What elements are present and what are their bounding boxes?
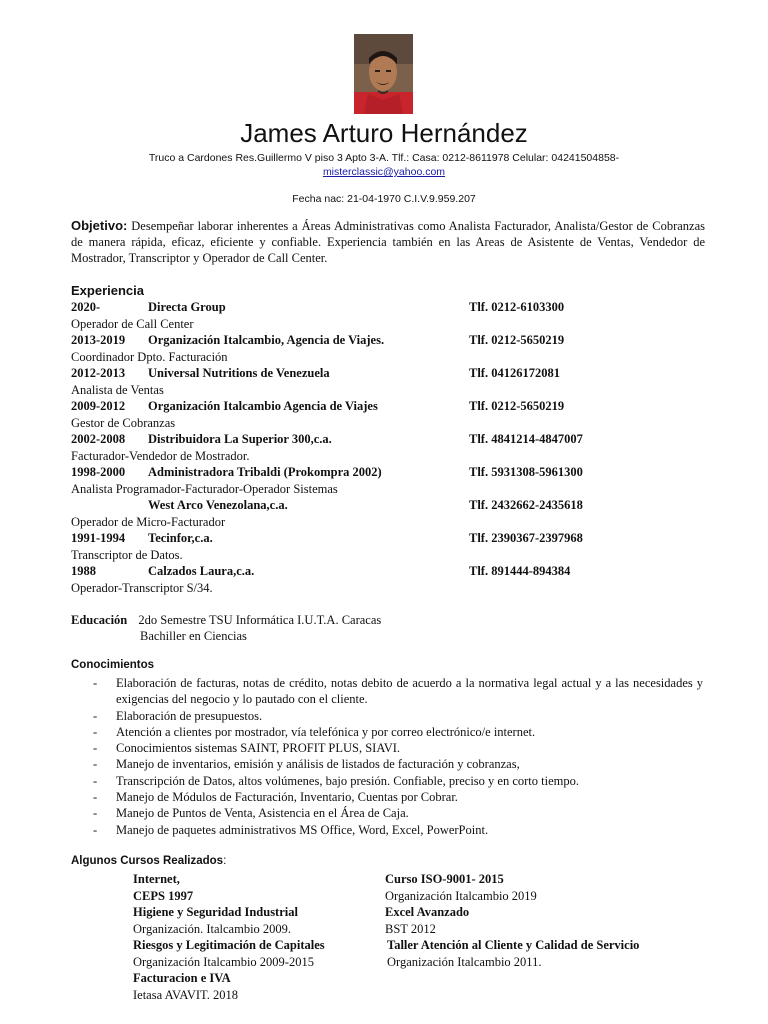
profile-photo	[354, 34, 413, 114]
experience-role: Operador de Call Center	[71, 316, 194, 331]
experience-years: 2009-2012	[71, 399, 126, 413]
experience-years: 2013-2019	[71, 333, 126, 347]
knowledge-item	[71, 740, 703, 756]
bullet-dash: -	[93, 676, 98, 690]
experience-phone: Tlf. 4841214-4847007	[469, 432, 583, 446]
experience-role-row	[71, 581, 711, 598]
knowledge-list	[71, 675, 703, 838]
course-org: BST 2012	[385, 921, 436, 936]
experience-title: Experiencia	[71, 283, 144, 298]
birth-date-id-line: Fecha nac: 21-04-1970 C.I.V.9.959.207	[292, 193, 476, 205]
experience-years: 1988	[71, 564, 96, 578]
experience-phone: Tlf. 04126172081	[469, 366, 560, 380]
experience-role-row	[71, 515, 711, 532]
experience-phone: Tlf. 2432662-2435618	[469, 498, 583, 512]
course-entry	[133, 888, 193, 905]
experience-entry	[71, 531, 711, 548]
knowledge-item	[71, 756, 703, 772]
knowledge-text: Manejo de Puntos de Venta, Asistencia en el Área de Caja.	[116, 806, 409, 821]
course-entry	[133, 970, 231, 987]
experience-role: Transcriptor de Datos.	[71, 547, 183, 562]
knowledge-text: Elaboración de presupuestos.	[116, 708, 263, 723]
experience-years: 1998-2000	[71, 465, 126, 479]
experience-role-row	[71, 548, 711, 565]
course-name: Taller Atención al Cliente y Calidad de Servicio	[387, 938, 640, 952]
course-org: Organización Italcambio 2011.	[387, 954, 542, 969]
experience-entry	[71, 366, 711, 383]
experience-company: Organización Italcambio, Agencia de Viajes.	[148, 333, 385, 347]
bullet-dash: -	[93, 806, 98, 821]
email-link[interactable]: misterclassic@yahoo.com	[322, 166, 446, 178]
bullet-dash: -	[93, 773, 98, 788]
experience-entry	[71, 333, 711, 350]
experience-phone: Tlf. 0212-6103300	[469, 300, 565, 314]
experience-role: Operador de Micro-Facturador	[71, 514, 226, 529]
course-entry	[133, 871, 180, 888]
experience-role: Gestor de Cobranzas	[71, 415, 176, 430]
bullet-dash: -	[93, 822, 98, 837]
knowledge-item	[71, 789, 703, 805]
course-entry	[133, 904, 298, 921]
course-entry	[385, 904, 469, 921]
experience-entry	[71, 498, 711, 515]
experience-role: Analista de Ventas	[71, 382, 164, 397]
bullet-dash: -	[93, 790, 98, 805]
experience-phone: Tlf. 2390367-2397968	[469, 531, 583, 545]
objective-text: Desempeñar laborar inherentes a Áreas Administrativas como Analista Facturador, Analista/Gestor de Cobranzas de manera rápida, eficaz, eficiente y confiable. Experiencia también en las Areas de Asistente de Ventas, Vendedor de Mostrador, Transcriptor y Operador de Call Center.	[71, 219, 706, 265]
education-line-1: 2do Semestre TSU Informática I.U.T.A. Caracas	[138, 613, 382, 627]
experience-entry	[71, 300, 711, 317]
course-org: Ietasa AVAVIT. 2018	[133, 987, 238, 1002]
course-name: CEPS 1997	[133, 888, 194, 903]
experience-entry	[71, 564, 711, 581]
knowledge-text: Manejo de paquetes administrativos MS Office, Word, Excel, PowerPoint.	[116, 822, 489, 837]
course-org: Organización Italcambio 2009-2015	[133, 954, 314, 969]
objective-label: Objetivo:	[71, 218, 128, 233]
course-name: Higiene y Seguridad Industrial	[133, 905, 298, 919]
course-org: Organización. Italcambio 2009.	[133, 921, 292, 936]
experience-years: 2012-2013	[71, 366, 126, 380]
knowledge-item	[71, 675, 703, 708]
knowledge-item	[71, 724, 703, 740]
experience-phone: Tlf. 0212-5650219	[469, 399, 565, 413]
experience-company: Universal Nutritions de Venezuela	[148, 366, 330, 380]
bullet-dash: -	[93, 757, 98, 772]
experience-years: 1991-1994	[71, 531, 126, 545]
experience-role: Facturador-Vendedor de Mostrador.	[71, 448, 250, 463]
experience-role-row	[71, 449, 711, 466]
experience-role-row	[71, 350, 711, 367]
experience-role-row	[71, 317, 711, 334]
experience-phone: Tlf. 0212-5650219	[469, 333, 565, 347]
experience-role: Coordinador Dpto. Facturación	[71, 349, 228, 364]
courses-title	[71, 855, 226, 867]
knowledge-text: Atención a clientes por mostrador, vía telefónica y por correo electrónico/e internet.	[116, 724, 536, 739]
experience-role-row	[71, 416, 711, 433]
experience-company: Administradora Tribaldi (Prokompra 2002)	[148, 465, 382, 479]
objective-section	[71, 218, 705, 266]
knowledge-item	[71, 773, 703, 789]
education-line-2: Bachiller en Ciencias	[140, 629, 247, 643]
experience-company: Organización Italcambio Agencia de Viajes	[148, 399, 378, 413]
knowledge-item	[71, 805, 703, 821]
course-entry	[385, 871, 504, 888]
experience-entry	[71, 432, 711, 449]
knowledge-item	[71, 822, 703, 838]
experience-entry	[71, 399, 711, 416]
experience-role: Analista Programador-Facturador-Operador Sistemas	[71, 481, 338, 496]
courses-title-colon: :	[223, 855, 227, 867]
bullet-dash: -	[93, 741, 98, 756]
bullet-dash: -	[93, 724, 98, 739]
bullet-dash: -	[93, 708, 98, 723]
experience-years: 2002-2008	[71, 432, 126, 446]
experience-list	[71, 300, 711, 597]
experience-company: Calzados Laura,c.a.	[148, 564, 255, 578]
knowledge-text: Transcripción de Datos, altos volúmenes, bajo presión. Confiable, preciso y en corto tiempo.	[116, 773, 579, 788]
address-line: Truco a Cardones Res.Guillermo V piso 3 Apto 3-A. Tlf.: Casa: 0212-8611978 Celular: 04241504858-	[148, 152, 620, 164]
experience-company: Distribuidora La Superior 300,c.a.	[148, 432, 332, 446]
course-org: Organización Italcambio 2019	[385, 888, 537, 903]
education-label: Educación	[71, 613, 128, 627]
experience-phone: Tlf. 5931308-5961300	[469, 465, 583, 479]
course-entry	[387, 937, 639, 954]
experience-role-row	[71, 383, 711, 400]
knowledge-text: Conocimientos sistemas SAINT, PROFIT PLUS, SIAVI.	[116, 741, 401, 756]
education-section	[71, 612, 381, 644]
candidate-name: James Arturo Hernández	[240, 118, 528, 148]
experience-phone: Tlf. 891444-894384	[469, 564, 571, 578]
knowledge-text: Manejo de inventarios, emisión y análisis de listados de facturación y cobranzas,	[116, 757, 520, 772]
experience-years: 2020-	[71, 300, 101, 314]
experience-company: West Arco Venezolana,c.a.	[148, 498, 288, 512]
experience-company: Directa Group	[148, 300, 226, 314]
knowledge-text: Manejo de Módulos de Facturación, Inventario, Cuentas por Cobrar.	[116, 790, 458, 805]
course-name: Internet,	[133, 872, 180, 886]
experience-entry	[71, 465, 711, 482]
experience-role: Operador-Transcriptor S/34.	[71, 580, 213, 595]
courses-title-text: Algunos Cursos Realizados	[71, 855, 224, 867]
course-name: Curso ISO-9001- 2015	[385, 872, 504, 886]
experience-company: Tecinfor,c.a.	[148, 531, 213, 545]
course-entry	[133, 937, 325, 954]
knowledge-text: Elaboración de facturas, notas de crédito, notas debito de acuerdo a la normativa legal actual y a las necesidades y exigencias del negocio y lo pautado con el cliente.	[116, 676, 703, 707]
experience-role-row	[71, 482, 711, 499]
course-name: Excel Avanzado	[385, 905, 470, 919]
knowledge-title: Conocimientos	[71, 659, 155, 671]
course-name: Riesgos y Legitimación de Capitales	[133, 938, 325, 952]
course-name: Facturacion e IVA	[133, 971, 231, 985]
knowledge-item	[71, 708, 703, 724]
